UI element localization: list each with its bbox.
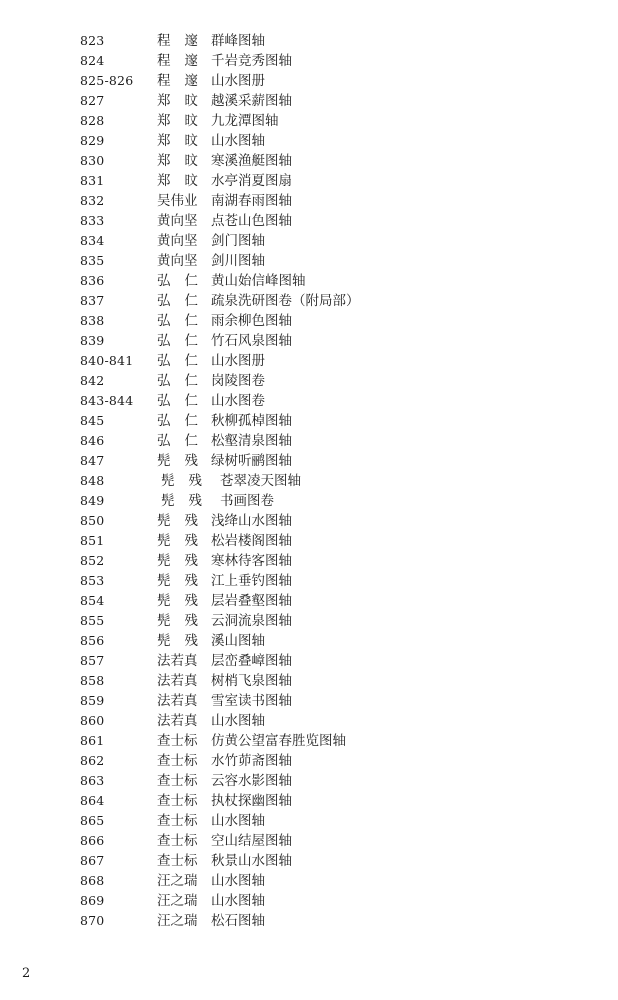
list-item [0, 91, 618, 111]
artwork-title: 竹石风泉图轴 [211, 333, 292, 349]
list-item [0, 251, 618, 271]
list-item [0, 671, 618, 691]
plate-number: 854 [80, 593, 105, 608]
plate-number: 851 [80, 533, 105, 548]
plate-number: 842 [80, 373, 105, 388]
artist-name: 查士标 [157, 733, 198, 749]
artwork-title: 秋景山水图轴 [211, 853, 292, 869]
artist-name: 郑旼 [157, 133, 212, 149]
artwork-title: 绿树听鹂图轴 [211, 453, 292, 469]
plate-number: 838 [80, 313, 105, 328]
list-item [0, 211, 618, 231]
artist-name: 查士标 [157, 753, 198, 769]
artwork-title: 九龙潭图轴 [211, 113, 279, 129]
artist-name: 弘仁 [157, 433, 212, 449]
list-item [0, 351, 618, 371]
artwork-title: 点苍山色图轴 [211, 213, 292, 229]
artwork-title: 层岩叠壑图轴 [211, 593, 292, 609]
artwork-title: 疏泉洗研图卷（附局部） [211, 293, 360, 309]
list-item [0, 511, 618, 531]
artwork-title: 雪室读书图轴 [211, 693, 292, 709]
artist-name: 黄向坚 [157, 233, 198, 249]
artwork-title: 寒溪渔艇图轴 [211, 153, 292, 169]
plate-number: 848 [80, 473, 105, 488]
list-item [0, 771, 618, 791]
plate-number: 823 [80, 33, 105, 48]
artist-name: 髡残 [157, 513, 212, 529]
artist-name: 弘仁 [157, 313, 212, 329]
plate-number: 864 [80, 793, 105, 808]
artwork-title: 云洞流泉图轴 [211, 613, 292, 629]
artwork-title: 树梢飞泉图轴 [211, 673, 292, 689]
artist-name: 程邃 [157, 33, 212, 49]
list-item [0, 271, 618, 291]
artist-name: 髡残 [157, 453, 212, 469]
list-item [0, 791, 618, 811]
artwork-title: 南湖春雨图轴 [211, 193, 292, 209]
list-item [0, 591, 618, 611]
plate-number: 849 [80, 493, 105, 508]
artwork-title: 雨余柳色图轴 [211, 313, 292, 329]
plate-number: 869 [80, 893, 105, 908]
list-item [0, 231, 618, 251]
plate-number: 834 [80, 233, 105, 248]
plate-number: 833 [80, 213, 105, 228]
artwork-title: 山水图轴 [211, 713, 265, 729]
artist-name: 法若真 [157, 673, 198, 689]
list-item [0, 651, 618, 671]
list-item [0, 391, 618, 411]
artist-name: 查士标 [157, 793, 198, 809]
artwork-title: 山水图轴 [211, 873, 265, 889]
plate-number: 861 [80, 733, 105, 748]
plate-number: 828 [80, 113, 105, 128]
list-item [0, 611, 618, 631]
artist-name: 弘仁 [157, 333, 212, 349]
list-item [0, 51, 618, 71]
artwork-title: 云容水影图轴 [211, 773, 292, 789]
plate-number: 859 [80, 693, 105, 708]
artwork-title: 空山结屋图轴 [211, 833, 292, 849]
plate-number: 837 [80, 293, 105, 308]
artwork-title: 群峰图轴 [211, 33, 265, 49]
plate-number: 846 [80, 433, 105, 448]
artwork-title: 剑川图轴 [211, 253, 265, 269]
plate-number: 852 [80, 553, 105, 568]
artwork-title: 浅绛山水图轴 [211, 513, 292, 529]
list-item [0, 871, 618, 891]
list-item [0, 311, 618, 331]
artist-name: 查士标 [157, 773, 198, 789]
page-number: 2 [22, 966, 31, 981]
plate-number: 850 [80, 513, 105, 528]
artist-name: 法若真 [157, 713, 198, 729]
list-item [0, 751, 618, 771]
artist-name: 郑旼 [157, 153, 212, 169]
artwork-title: 剑门图轴 [211, 233, 265, 249]
artist-name: 郑旼 [157, 173, 212, 189]
artwork-title: 山水图轴 [211, 813, 265, 829]
plate-number: 857 [80, 653, 105, 668]
plate-number: 855 [80, 613, 105, 628]
plate-number: 860 [80, 713, 105, 728]
list-item [0, 711, 618, 731]
artist-name: 汪之瑞 [157, 873, 198, 889]
artist-name: 髡残 [157, 573, 212, 589]
artist-name: 黄向坚 [157, 213, 198, 229]
list-item [0, 491, 618, 511]
artwork-title: 千岩竞秀图轴 [211, 53, 292, 69]
plate-number: 843-844 [80, 393, 134, 408]
plate-number: 831 [80, 173, 105, 188]
artist-name: 弘仁 [157, 353, 212, 369]
plate-number: 867 [80, 853, 105, 868]
list-item [0, 171, 618, 191]
plate-number: 865 [80, 813, 105, 828]
plate-number: 868 [80, 873, 105, 888]
artwork-title: 秋柳孤棹图轴 [211, 413, 292, 429]
list-item [0, 691, 618, 711]
list-item [0, 911, 618, 931]
list-item [0, 831, 618, 851]
plate-number: 853 [80, 573, 105, 588]
plate-number: 824 [80, 53, 105, 68]
artwork-title: 江上垂钓图轴 [211, 573, 292, 589]
plate-number: 835 [80, 253, 105, 268]
list-item [0, 131, 618, 151]
plate-number: 836 [80, 273, 105, 288]
artwork-title: 层峦叠嶂图轴 [211, 653, 292, 669]
list-item [0, 571, 618, 591]
artist-name: 法若真 [157, 653, 198, 669]
plate-number: 825-826 [80, 73, 134, 88]
artist-name: 髡残 [157, 613, 212, 629]
artist-name: 弘仁 [157, 293, 212, 309]
artist-name: 髡残 [157, 533, 212, 549]
plate-list [0, 31, 618, 931]
plate-number: 847 [80, 453, 105, 468]
list-item [0, 191, 618, 211]
artist-name: 郑旼 [157, 113, 212, 129]
artist-name: 程邃 [157, 73, 212, 89]
list-item [0, 431, 618, 451]
artist-name: 查士标 [157, 813, 198, 829]
artist-name: 弘仁 [157, 373, 212, 389]
list-item [0, 291, 618, 311]
list-item [0, 731, 618, 751]
list-item [0, 551, 618, 571]
plate-number: 827 [80, 93, 105, 108]
list-item [0, 331, 618, 351]
artwork-title: 山水图册 [211, 353, 265, 369]
artwork-title: 山水图卷 [211, 393, 265, 409]
artwork-title: 溪山图轴 [211, 633, 265, 649]
list-item [0, 631, 618, 651]
plate-number: 839 [80, 333, 105, 348]
artist-name: 髡残 [157, 633, 212, 649]
artist-name: 查士标 [157, 853, 198, 869]
list-item [0, 411, 618, 431]
artwork-title: 执杖探幽图轴 [211, 793, 292, 809]
plate-number: 863 [80, 773, 105, 788]
artist-name: 郑旼 [157, 93, 212, 109]
artwork-title: 山水图册 [211, 73, 265, 89]
list-item [0, 111, 618, 131]
artwork-title: 水竹茆斋图轴 [211, 753, 292, 769]
artist-name: 髡残 [161, 473, 216, 489]
artist-name: 弘仁 [157, 413, 212, 429]
artwork-title: 松石图轴 [211, 913, 265, 929]
artist-name: 汪之瑞 [157, 913, 198, 929]
list-item [0, 31, 618, 51]
artwork-title: 越溪采薪图轴 [211, 93, 292, 109]
list-item [0, 151, 618, 171]
list-item [0, 371, 618, 391]
list-item [0, 471, 618, 491]
artwork-title: 松岩楼阁图轴 [211, 533, 292, 549]
artwork-title: 岗陵图卷 [211, 373, 265, 389]
artwork-title: 书画图卷 [220, 493, 274, 509]
artist-name: 查士标 [157, 833, 198, 849]
artist-name: 弘仁 [157, 393, 212, 409]
plate-number: 862 [80, 753, 105, 768]
plate-number: 870 [80, 913, 105, 928]
artwork-title: 山水图轴 [211, 893, 265, 909]
artwork-title: 寒林待客图轴 [211, 553, 292, 569]
artwork-title: 仿黄公望富春胜览图轴 [211, 733, 346, 749]
plate-number: 829 [80, 133, 105, 148]
artist-name: 弘仁 [157, 273, 212, 289]
plate-number: 858 [80, 673, 105, 688]
plate-number: 832 [80, 193, 105, 208]
artist-name: 汪之瑞 [157, 893, 198, 909]
artwork-title: 苍翠凌天图轴 [220, 473, 301, 489]
list-item [0, 531, 618, 551]
list-item [0, 451, 618, 471]
plate-number: 830 [80, 153, 105, 168]
plate-number: 840-841 [80, 353, 134, 368]
list-item [0, 811, 618, 831]
artist-name: 黄向坚 [157, 253, 198, 269]
artwork-title: 水亭消夏图扇 [211, 173, 292, 189]
list-item [0, 71, 618, 91]
artist-name: 法若真 [157, 693, 198, 709]
artist-name: 髡残 [161, 493, 216, 509]
plate-number: 845 [80, 413, 105, 428]
artist-name: 髡残 [157, 553, 212, 569]
artist-name: 程邃 [157, 53, 212, 69]
plate-number: 856 [80, 633, 105, 648]
artwork-title: 黄山始信峰图轴 [211, 273, 306, 289]
list-item [0, 851, 618, 871]
plate-number: 866 [80, 833, 105, 848]
list-item [0, 891, 618, 911]
artwork-title: 山水图轴 [211, 133, 265, 149]
artist-name: 髡残 [157, 593, 212, 609]
artist-name: 吴伟业 [157, 193, 198, 209]
artwork-title: 松壑清泉图轴 [211, 433, 292, 449]
